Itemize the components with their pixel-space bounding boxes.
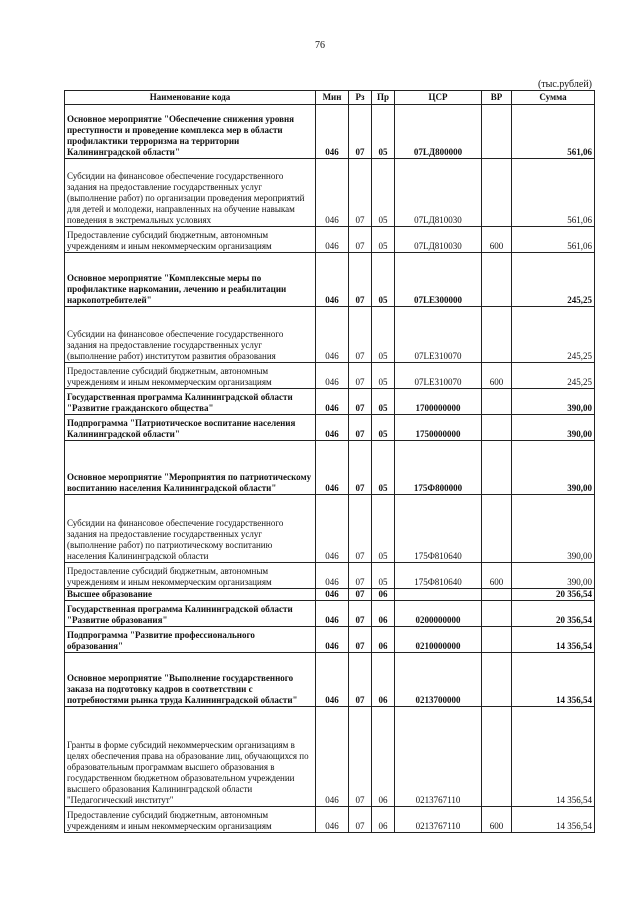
cell-sum: 245,25 — [512, 307, 595, 363]
cell-csr: 07LД810030 — [395, 159, 482, 227]
table-row — [65, 253, 595, 307]
cell-rz: 07 — [349, 159, 372, 227]
cell-csr: 07LД800000 — [395, 105, 482, 159]
cell-sum: 14 356,54 — [512, 627, 595, 653]
cell-name: Предоставление субсидий бюджетным, автономным учреждениям и иным некоммерческим организациям — [65, 363, 316, 389]
cell-name: Основное мероприятие "Выполнение государственного заказа на подготовку кадров в соответствии с потребностями рынка труда Калининградской области" — [65, 653, 316, 707]
cell-vr — [482, 105, 512, 159]
table-header-row — [65, 91, 595, 105]
cell-sum: 390,00 — [512, 415, 595, 441]
cell-rz: 07 — [349, 105, 372, 159]
cell-rz: 07 — [349, 653, 372, 707]
cell-sum: 14 356,54 — [512, 653, 595, 707]
table-body — [65, 105, 595, 833]
cell-rz: 07 — [349, 363, 372, 389]
cell-pr: 05 — [372, 415, 395, 441]
cell-min: 046 — [316, 105, 349, 159]
cell-vr — [482, 159, 512, 227]
cell-vr — [482, 441, 512, 495]
cell-pr: 05 — [372, 105, 395, 159]
cell-pr: 05 — [372, 227, 395, 253]
table-row — [65, 495, 595, 563]
cell-sum: 390,00 — [512, 441, 595, 495]
cell-vr: 600 — [482, 563, 512, 589]
cell-pr: 05 — [372, 363, 395, 389]
cell-rz: 07 — [349, 389, 372, 415]
cell-csr: 0213767110 — [395, 707, 482, 807]
cell-sum: 561,06 — [512, 227, 595, 253]
cell-rz: 07 — [349, 227, 372, 253]
table-row — [65, 707, 595, 807]
cell-sum: 390,00 — [512, 563, 595, 589]
budget-table — [64, 90, 595, 833]
header-pr: Пр — [372, 91, 395, 105]
cell-name: Основное мероприятие "Обеспечение снижения уровня преступности и проведение комплекса мер в области профилактики терроризма на территории Калининградской области" — [65, 105, 316, 159]
header-min: Мин — [316, 91, 349, 105]
cell-min: 046 — [316, 159, 349, 227]
cell-csr: 1750000000 — [395, 415, 482, 441]
cell-pr: 05 — [372, 253, 395, 307]
cell-name: Субсидии на финансовое обеспечение государственного задания на предоставление государственных услуг (выполнение работ) по патриотическому воспитанию населения Калининградской области — [65, 495, 316, 563]
cell-csr: 07LЕ310070 — [395, 307, 482, 363]
cell-sum: 245,25 — [512, 253, 595, 307]
cell-sum: 390,00 — [512, 495, 595, 563]
cell-rz: 07 — [349, 707, 372, 807]
cell-sum: 561,06 — [512, 105, 595, 159]
cell-pr: 05 — [372, 389, 395, 415]
header-vr: ВР — [482, 91, 512, 105]
cell-csr: 0213700000 — [395, 653, 482, 707]
cell-rz: 07 — [349, 589, 372, 601]
cell-pr: 05 — [372, 441, 395, 495]
table-row — [65, 807, 595, 833]
cell-rz: 07 — [349, 253, 372, 307]
cell-min: 046 — [316, 415, 349, 441]
cell-pr: 06 — [372, 707, 395, 807]
cell-vr: 600 — [482, 227, 512, 253]
cell-vr: 600 — [482, 807, 512, 833]
cell-name: Предоставление субсидий бюджетным, автономным учреждениям и иным некоммерческим организациям — [65, 563, 316, 589]
table-row — [65, 563, 595, 589]
table-row — [65, 589, 595, 601]
cell-csr: 1700000000 — [395, 389, 482, 415]
cell-min: 046 — [316, 601, 349, 627]
cell-min: 046 — [316, 227, 349, 253]
cell-vr — [482, 707, 512, 807]
cell-min: 046 — [316, 253, 349, 307]
table-row — [65, 653, 595, 707]
cell-min: 046 — [316, 495, 349, 563]
header-rz: Рз — [349, 91, 372, 105]
cell-csr: 07LД810030 — [395, 227, 482, 253]
cell-vr — [482, 307, 512, 363]
cell-name: Подпрограмма "Патриотическое воспитание населения Калининградской области" — [65, 415, 316, 441]
cell-csr: 175Ф810640 — [395, 563, 482, 589]
cell-rz: 07 — [349, 601, 372, 627]
cell-csr: 175Ф810640 — [395, 495, 482, 563]
table-row — [65, 627, 595, 653]
cell-min: 046 — [316, 589, 349, 601]
table-row — [65, 363, 595, 389]
cell-pr: 05 — [372, 307, 395, 363]
table-row — [65, 227, 595, 253]
cell-csr: 07LЕ300000 — [395, 253, 482, 307]
cell-name: Субсидии на финансовое обеспечение государственного задания на предоставление государственных услуг (выполнение работ) по организации проведения мероприятий для детей и молодежи, направленных на обучение навыкам поведения в экстремальных условиях — [65, 159, 316, 227]
cell-pr: 06 — [372, 601, 395, 627]
table-row — [65, 441, 595, 495]
table-row — [65, 159, 595, 227]
cell-sum: 390,00 — [512, 389, 595, 415]
cell-sum: 20 356,54 — [512, 589, 595, 601]
cell-vr — [482, 601, 512, 627]
cell-csr: 175Ф800000 — [395, 441, 482, 495]
cell-csr: 0210000000 — [395, 627, 482, 653]
cell-min: 046 — [316, 653, 349, 707]
table-row — [65, 105, 595, 159]
cell-min: 046 — [316, 807, 349, 833]
header-name: Наименование кода — [65, 91, 316, 105]
cell-vr — [482, 389, 512, 415]
cell-vr — [482, 589, 512, 601]
cell-min: 046 — [316, 707, 349, 807]
table-row — [65, 415, 595, 441]
cell-name: Государственная программа Калининградской области "Развитие гражданского общества" — [65, 389, 316, 415]
cell-csr — [395, 589, 482, 601]
cell-sum: 14 356,54 — [512, 807, 595, 833]
cell-rz: 07 — [349, 627, 372, 653]
header-csr: ЦСР — [395, 91, 482, 105]
cell-vr — [482, 415, 512, 441]
cell-name: Предоставление субсидий бюджетным, автономным учреждениям и иным некоммерческим организациям — [65, 227, 316, 253]
cell-pr: 06 — [372, 627, 395, 653]
cell-vr — [482, 495, 512, 563]
cell-name: Предоставление субсидий бюджетным, автономным учреждениям и иным некоммерческим организациям — [65, 807, 316, 833]
cell-pr: 06 — [372, 807, 395, 833]
cell-pr: 05 — [372, 159, 395, 227]
cell-vr — [482, 653, 512, 707]
page-number: 76 — [315, 40, 325, 51]
cell-rz: 07 — [349, 563, 372, 589]
cell-rz: 07 — [349, 495, 372, 563]
cell-pr: 05 — [372, 495, 395, 563]
cell-sum: 561,06 — [512, 159, 595, 227]
table-row — [65, 389, 595, 415]
cell-min: 046 — [316, 441, 349, 495]
cell-name: Гранты в форме субсидий некоммерческим организациям в целях обеспечения права на образование лиц, обучающихся по образовательным программам высшего образования в государственном бюджетном образовательном учреждении высшего образования Калининградской области "Педагогический институт" — [65, 707, 316, 807]
cell-min: 046 — [316, 563, 349, 589]
cell-rz: 07 — [349, 807, 372, 833]
unit-note: (тыс.рублей) — [537, 79, 592, 90]
cell-rz: 07 — [349, 441, 372, 495]
cell-csr: 0213767110 — [395, 807, 482, 833]
cell-csr: 0200000000 — [395, 601, 482, 627]
cell-name: Государственная программа Калининградской области "Развитие образования" — [65, 601, 316, 627]
cell-name: Основное мероприятие "Комплексные меры по профилактике наркомании, лечению и реабилитации наркопотребителей" — [65, 253, 316, 307]
cell-rz: 07 — [349, 307, 372, 363]
cell-sum: 20 356,54 — [512, 601, 595, 627]
cell-csr: 07LЕ310070 — [395, 363, 482, 389]
cell-min: 046 — [316, 307, 349, 363]
cell-name: Основное мероприятие "Мероприятия по патриотическому воспитанию населения Калининградской области" — [65, 441, 316, 495]
cell-name: Подпрограмма "Развитие профессионального образования" — [65, 627, 316, 653]
header-sum: Сумма — [512, 91, 595, 105]
cell-sum: 245,25 — [512, 363, 595, 389]
cell-name: Субсидии на финансовое обеспечение государственного задания на предоставление государственных услуг (выполнение работ) институтом развития образования — [65, 307, 316, 363]
cell-min: 046 — [316, 627, 349, 653]
cell-vr: 600 — [482, 363, 512, 389]
cell-pr: 06 — [372, 589, 395, 601]
cell-vr — [482, 627, 512, 653]
cell-sum: 14 356,54 — [512, 707, 595, 807]
cell-min: 046 — [316, 363, 349, 389]
table-row — [65, 601, 595, 627]
table-row — [65, 307, 595, 363]
cell-rz: 07 — [349, 415, 372, 441]
cell-pr: 05 — [372, 563, 395, 589]
cell-min: 046 — [316, 389, 349, 415]
cell-name: Высшее образование — [65, 589, 316, 601]
cell-pr: 06 — [372, 653, 395, 707]
cell-vr — [482, 253, 512, 307]
